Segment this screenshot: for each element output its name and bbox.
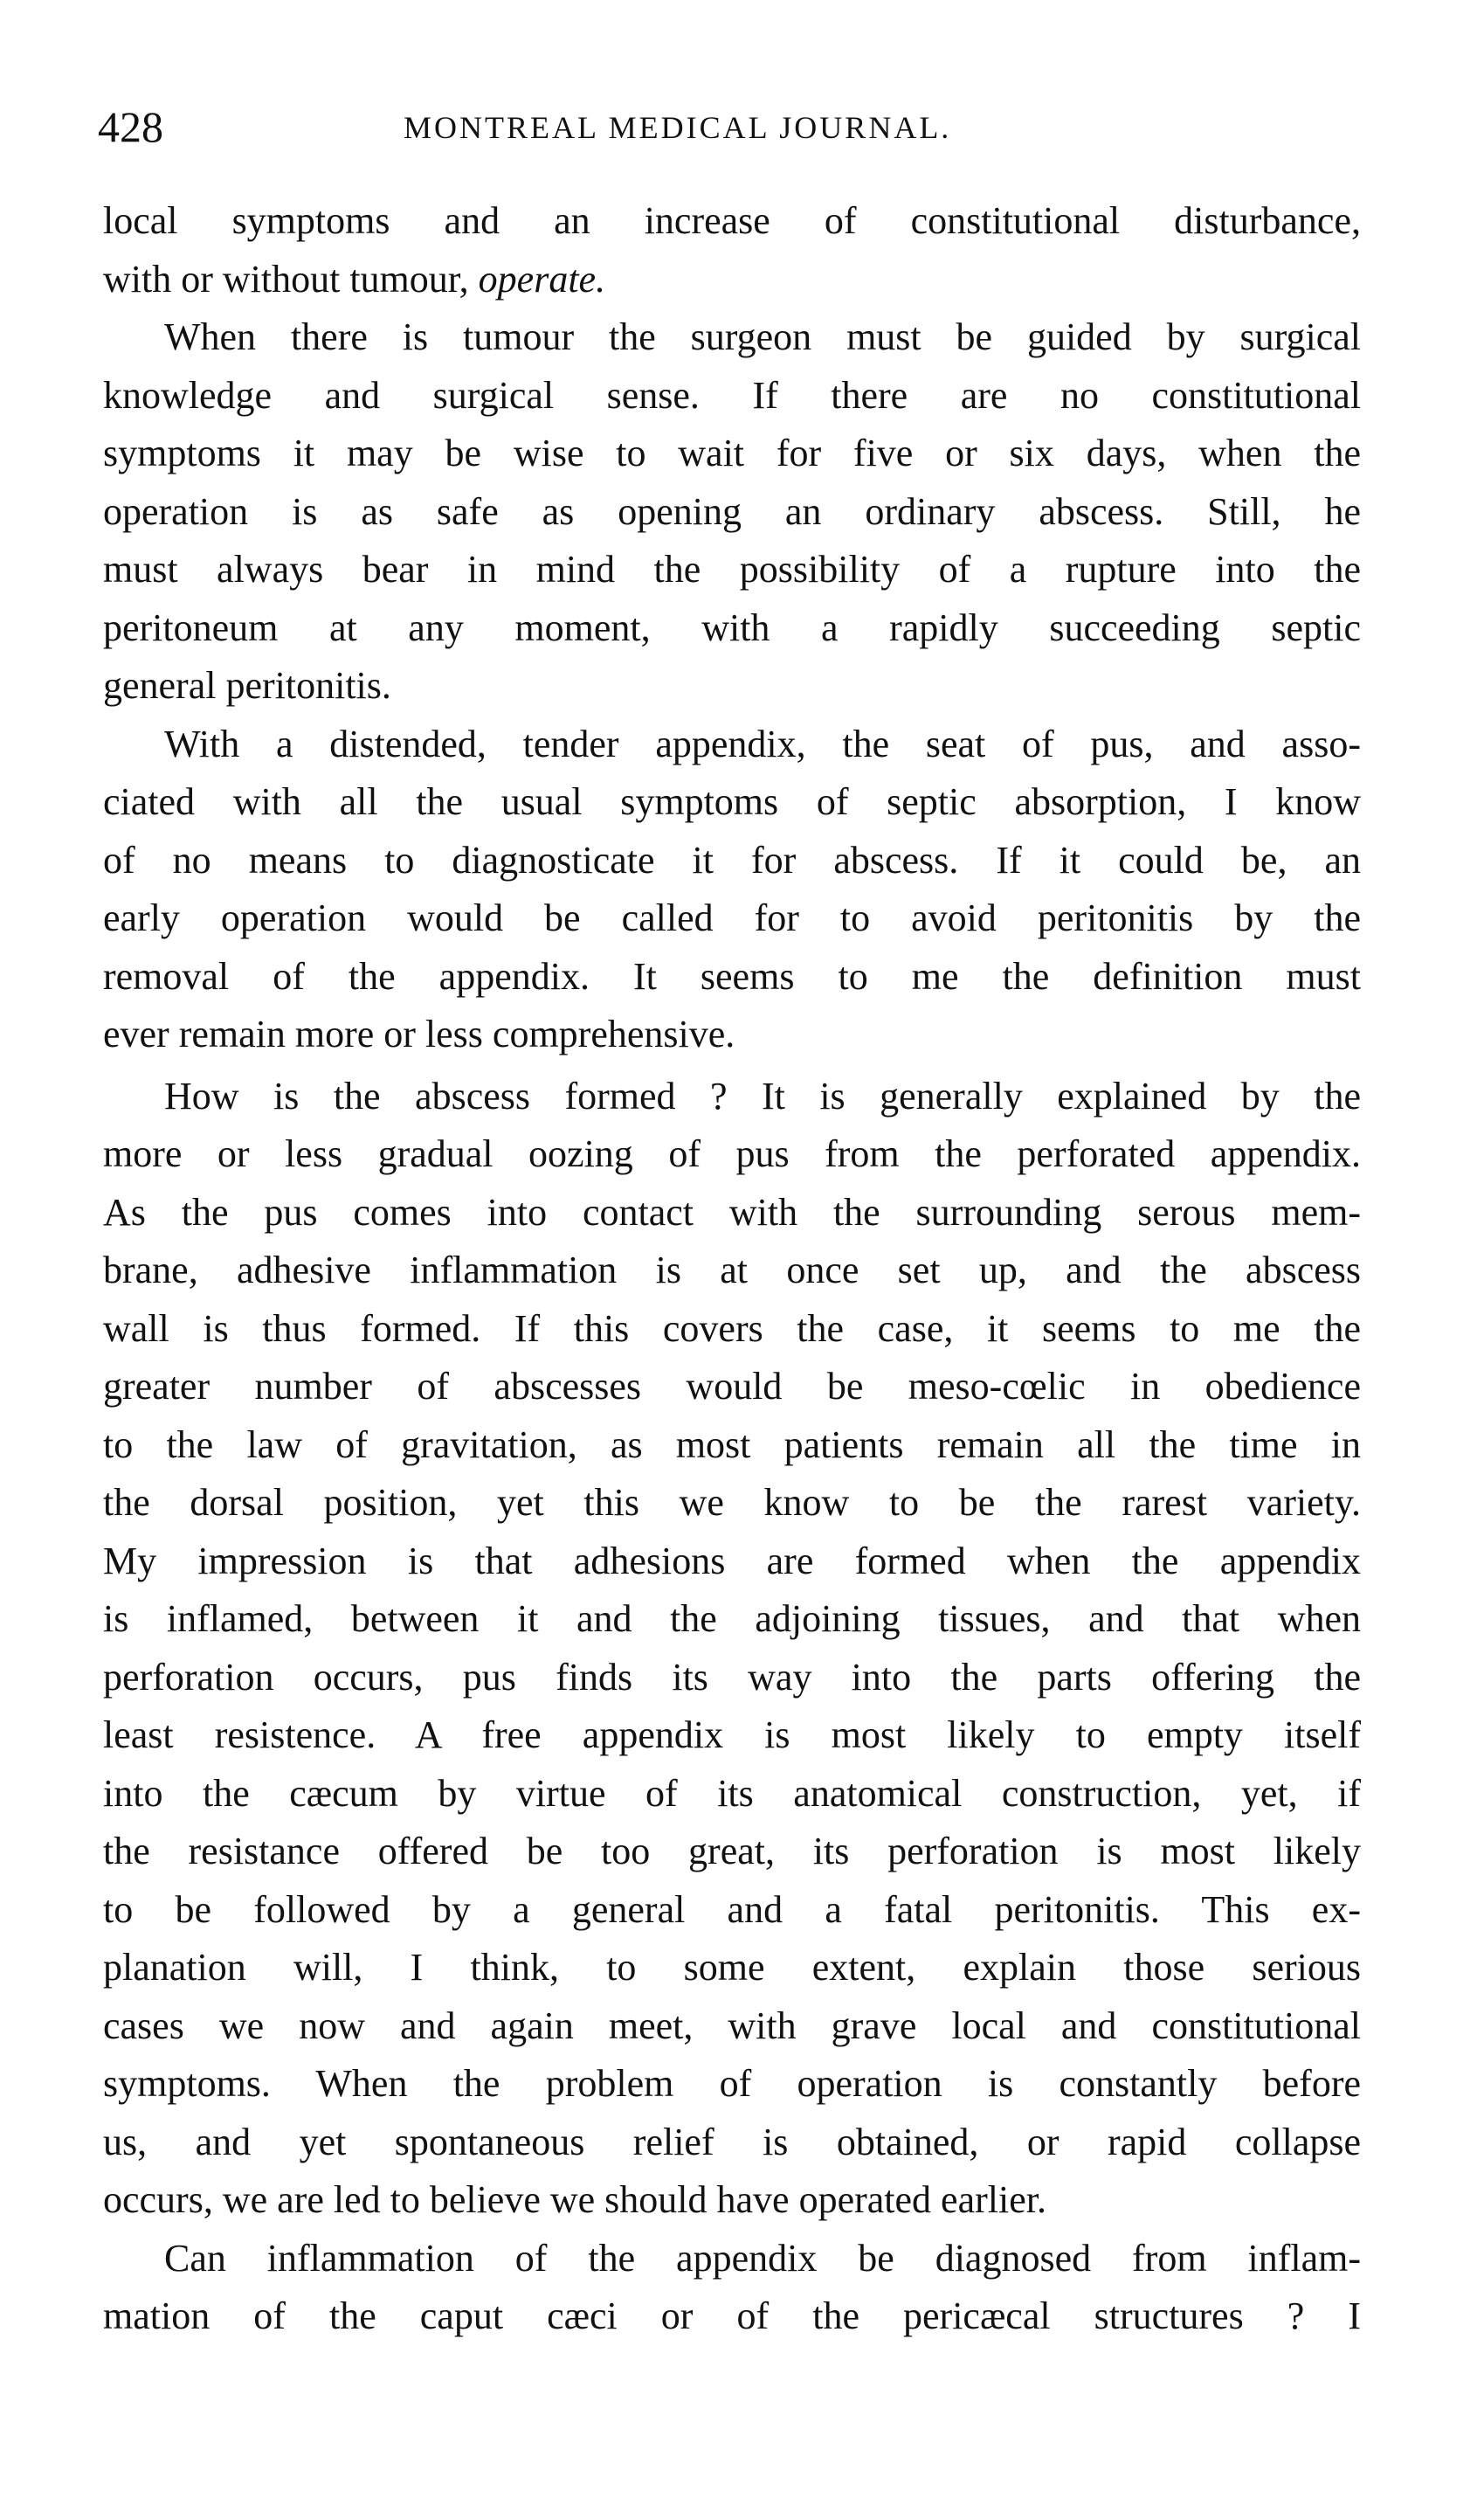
text-line: of no means to diagnosticate it for abscess. If it could be, an — [103, 838, 1361, 882]
text-line: How is the abscess formed ? It is generally explained by the — [164, 1074, 1361, 1118]
text-line: mation of the caput cæci or of the pericæcal structures ? I — [103, 2294, 1361, 2337]
text-line: least resistence. A free appendix is most likely to empty itself — [103, 1713, 1361, 1756]
running-head: MONTREAL MEDICAL JOURNAL. — [404, 110, 952, 145]
text-line: Can inflammation of the appendix be diagnosed from inflam- — [164, 2236, 1361, 2280]
text-line: symptoms. When the problem of operation is constantly before — [103, 2062, 1361, 2105]
text-line: the dorsal position, yet this we know to be the rarest variety. — [103, 1481, 1361, 1524]
text-line: early operation would be called for to avoid peritonitis by the — [103, 896, 1361, 939]
text-line: knowledge and surgical sense. If there are no constitutional — [103, 373, 1361, 417]
text-line: perforation occurs, pus finds its way into the parts offering the — [103, 1655, 1361, 1699]
paragraph — [103, 1068, 1361, 2230]
paragraph — [103, 2230, 1361, 2346]
text-line: symptoms it may be wise to wait for five or six days, when the — [103, 432, 1361, 474]
text-line: to the law of gravitation, as most patients remain all the time in — [103, 1422, 1361, 1466]
text-line: peritoneum at any moment, with a rapidly succeeding septic — [103, 606, 1361, 649]
text-line: brane, adhesive inflammation is at once set up, and the abscess — [103, 1249, 1361, 1291]
text-line: is inflamed, between it and the adjoining tissues, and that when — [103, 1597, 1361, 1640]
text-line: With a distended, tender appendix, the seat of pus, and asso- — [164, 722, 1361, 765]
text-line: greater number of abscesses would be meso-cœlic in obedience — [103, 1365, 1361, 1408]
page-header — [98, 96, 1373, 157]
text-span: with or without tumour, — [103, 257, 469, 301]
text-line — [103, 251, 1361, 309]
text-line: My impression is that adhesions are formed when the appendix — [103, 1539, 1361, 1582]
italic-text: operate. — [478, 257, 606, 301]
text-line: local symptoms and an increase of constitutional disturbance, — [103, 199, 1361, 242]
text-line: ever remain more or less comprehensive. — [103, 1013, 735, 1055]
paragraph — [103, 308, 1361, 716]
text-line: into the cæcum by virtue of its anatomical construction, yet, if — [103, 1771, 1361, 1815]
paragraph — [103, 716, 1361, 1064]
text-line: ciated with all the usual symptoms of septic absorption, I know — [103, 780, 1361, 823]
text-line: wall is thus formed. If this covers the case, it seems to me the — [103, 1306, 1361, 1350]
text-line: When there is tumour the surgeon must be guided by surgical — [164, 315, 1361, 358]
text-line: us, and yet spontaneous relief is obtained, or rapid collapse — [103, 2120, 1361, 2163]
text-line: occurs, we are led to believe we should have operated earlier. — [103, 2178, 1046, 2221]
text-line: cases we now and again meet, with grave local and constitutional — [103, 2003, 1361, 2047]
page-number: 428 — [98, 102, 163, 151]
paragraph — [103, 192, 1361, 308]
text-line: to be followed by a general and a fatal peritonitis. This ex- — [103, 1887, 1361, 1931]
text-line: more or less gradual oozing of pus from the perforated appendix. — [103, 1132, 1361, 1175]
text-line: As the pus comes into contact with the surrounding serous mem- — [103, 1190, 1361, 1234]
text-line: planation will, I think, to some extent, explain those serious — [103, 1946, 1361, 1989]
text-line: removal of the appendix. It seems to me the definition must — [103, 954, 1361, 998]
text-line: must always bear in mind the possibility of a rupture into the — [103, 548, 1361, 591]
text-line: general peritonitis. — [103, 664, 391, 707]
text-line: the resistance offered be too great, its perforation is most likely — [103, 1830, 1361, 1872]
body-text — [103, 192, 1361, 2346]
text-line: operation is as safe as opening an ordinary abscess. Still, he — [103, 489, 1361, 533]
